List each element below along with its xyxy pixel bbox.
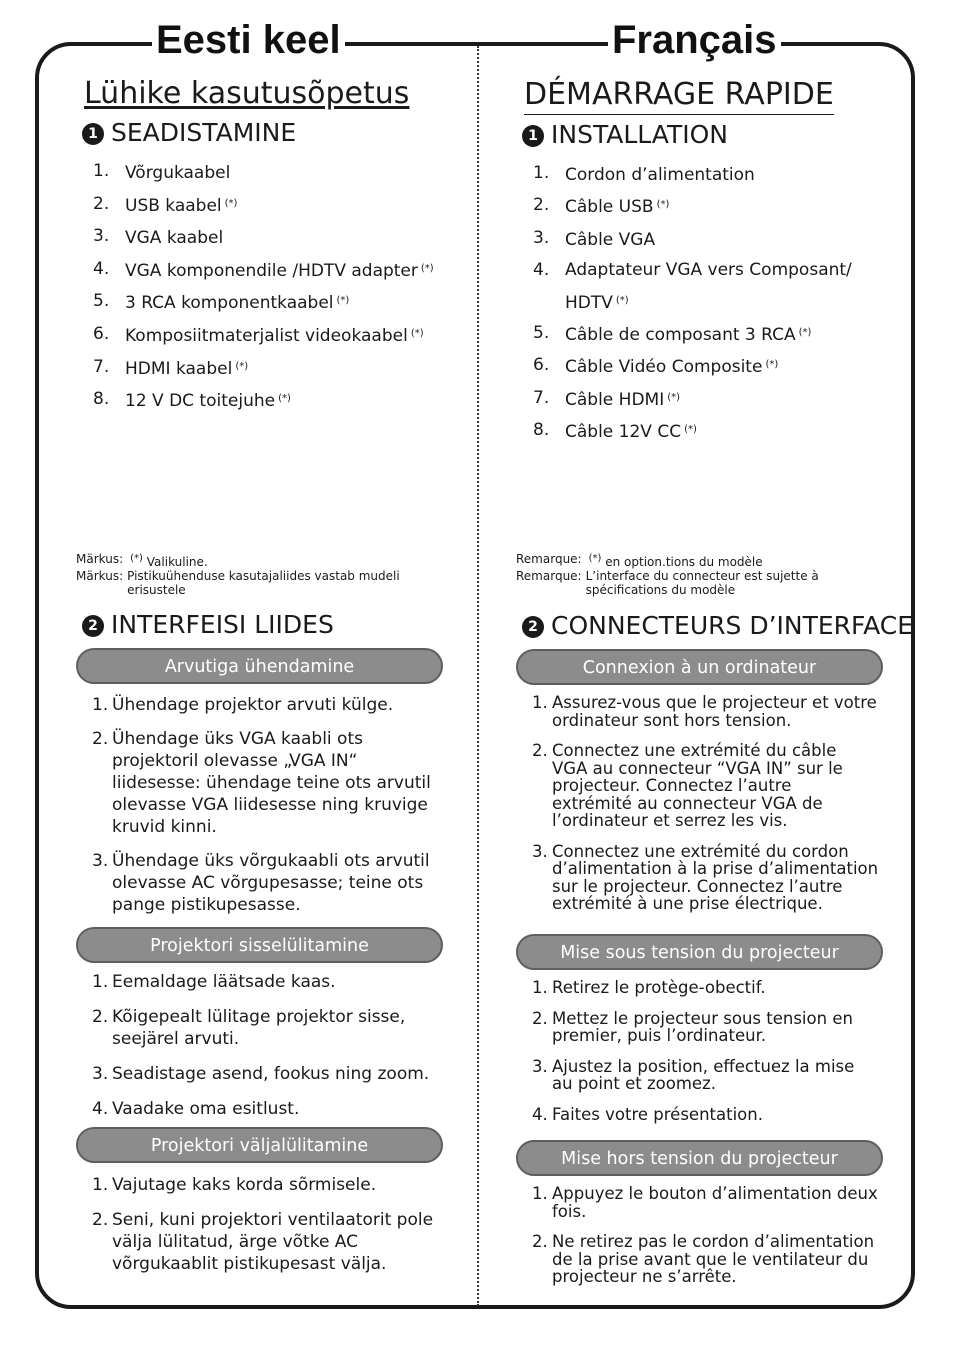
list-item: 4. Faites votre présentation. bbox=[532, 1104, 763, 1124]
list-item: 1. Ühendage projektor arvuti külge. bbox=[92, 695, 394, 715]
power-on-steps bbox=[532, 979, 877, 1123]
list-item: 4. VGA komponendile /HDTV adapter (*) bbox=[93, 258, 434, 281]
interface-heading-label: INTERFEISI LIIDES bbox=[111, 610, 334, 639]
list-item: 3. Ühendage üks võrgukaabli ots arvutil olevasse AC võrgupesasse; teine ots pange pistikupesasse. bbox=[92, 851, 430, 915]
language-title-french: Français bbox=[608, 14, 781, 66]
list-item: 2. Connectez une extrémité du câble VGA au connecteur “VGA IN” sur le projecteur. Connectez l’autre extrémité au connecteur VGA de l’ordinateur et serrez les vis. bbox=[532, 741, 843, 830]
list-item: 5. 3 RCA komponentkaabel (*) bbox=[93, 291, 350, 314]
setup-heading bbox=[82, 116, 296, 150]
list-item: 1. Eemaldage läätsade kaas. bbox=[92, 972, 336, 992]
section-banner-power-off: Projektori väljalülitamine bbox=[76, 1127, 443, 1163]
connect-steps bbox=[532, 694, 894, 913]
list-item: 6. Câble Vidéo Composite (*) bbox=[533, 355, 779, 378]
connect-steps bbox=[92, 694, 442, 916]
section-banner-power-off: Mise hors tension du projecteur bbox=[516, 1140, 883, 1176]
list-item: 5. Câble de composant 3 RCA (*) bbox=[533, 323, 812, 346]
list-item: 3. Ajustez la position, effectuez la mise au point et zoomez. bbox=[532, 1056, 855, 1093]
list-item: 2. Seni, kuni projektori ventilaatorit pole välja lülitatud, ärge võtke AC võrgukaablit pistikupesast välja. bbox=[92, 1210, 434, 1274]
language-title-estonian: Eesti keel bbox=[152, 14, 345, 66]
list-item: 2. Mettez le projecteur sous tension en premier, puis l’ordinateur. bbox=[532, 1008, 853, 1045]
setup-heading-label: INSTALLATION bbox=[551, 120, 728, 149]
interface-heading bbox=[522, 609, 913, 643]
list-item: 4. Vaadake oma esitlust. bbox=[92, 1099, 300, 1119]
note: Remarque: (*) en option.tions du modèle bbox=[516, 552, 763, 569]
number-two-icon: 2 bbox=[522, 616, 544, 638]
interface-heading bbox=[82, 608, 334, 642]
list-item: 2. USB kaabel (*) bbox=[93, 193, 238, 216]
list-item: 1. Appuyez le bouton d’alimentation deux fois. bbox=[532, 1184, 878, 1221]
list-item: 3. Câble VGA bbox=[533, 227, 656, 250]
list-item: 8. Câble 12V CC (*) bbox=[533, 420, 697, 443]
number-one-icon: 1 bbox=[522, 125, 544, 147]
list-item: 3. Seadistage asend, fookus ning zoom. bbox=[92, 1064, 430, 1084]
notes bbox=[516, 552, 901, 597]
note: Märkus: (*) Valikuline. bbox=[76, 552, 208, 569]
list-item: 2. Ühendage üks VGA kaabli ots projektoril olevasse „VGA IN“ liidesesse: ühendage teine ots arvutil olevasse VGA liidesesse ning kruvige kruvid kinni. bbox=[92, 729, 431, 837]
setup-items-list bbox=[93, 156, 434, 417]
estonian-column bbox=[76, 72, 456, 1274]
list-item: 2. Ne retirez pas le cordon d’alimentation de la prise avant que le ventilateur du projecteur ne s’arrête. bbox=[532, 1232, 875, 1286]
list-item: 2. Kõigepealt lülitage projektor sisse, seejärel arvuti. bbox=[92, 1007, 406, 1049]
column-divider bbox=[477, 46, 479, 1306]
list-item: 3. Connectez une extrémité du cordon d’alimentation à la prise d’alimentation sur le projecteur. Connectez l’autre extrémité à une prise électrique. bbox=[532, 841, 879, 913]
list-item: 1. Cordon d’alimentation bbox=[533, 163, 755, 185]
quick-start-title: DÉMARRAGE RAPIDE bbox=[524, 76, 834, 115]
list-item: 1. Vajutage kaks korda sõrmisele. bbox=[92, 1175, 377, 1195]
power-off-steps bbox=[92, 1174, 442, 1275]
list-item: 1. Retirez le protège-obectif. bbox=[532, 978, 766, 997]
list-item: 3. VGA kaabel bbox=[93, 226, 224, 249]
setup-heading-label: SEADISTAMINE bbox=[111, 118, 297, 147]
note: Märkus: Pistikuühenduse kasutajaliides vastab mudeli erisustele bbox=[76, 569, 400, 597]
list-item: 1. Võrgukaabel bbox=[93, 161, 231, 183]
french-column bbox=[516, 72, 914, 1286]
setup-heading bbox=[522, 118, 728, 152]
list-item: 7. Câble HDMI (*) bbox=[533, 387, 681, 410]
section-banner-power-on: Projektori sisselülitamine bbox=[76, 927, 443, 963]
number-one-icon: 1 bbox=[82, 123, 104, 145]
note: Remarque: L’interface du connecteur est sujette à spécifications du modèle bbox=[516, 569, 819, 597]
number-two-icon: 2 bbox=[82, 615, 104, 637]
list-item: 7. HDMI kaabel (*) bbox=[93, 356, 249, 379]
section-banner-connect: Arvutiga ühendamine bbox=[76, 648, 443, 684]
quick-start-title: Lühike kasutusõpetus bbox=[84, 76, 410, 111]
section-banner-connect: Connexion à un ordinateur bbox=[516, 649, 883, 685]
setup-items-list bbox=[533, 158, 883, 448]
list-item: 4. Adaptateur VGA vers Composant/ HDTV (*) bbox=[533, 260, 852, 313]
list-item: 6. Komposiitmaterjalist videokaabel (*) bbox=[93, 323, 424, 346]
list-item: 2. Câble USB (*) bbox=[533, 195, 670, 218]
notes bbox=[76, 552, 446, 597]
power-off-steps bbox=[532, 1185, 894, 1286]
list-item: 1. Assurez-vous que le projecteur et votre ordinateur sont hors tension. bbox=[532, 693, 877, 730]
interface-heading-label: CONNECTEURS D’INTERFACE bbox=[551, 611, 914, 640]
list-item: 8. 12 V DC toitejuhe (*) bbox=[93, 389, 291, 412]
power-on-steps bbox=[92, 971, 442, 1120]
section-banner-power-on: Mise sous tension du projecteur bbox=[516, 934, 883, 970]
